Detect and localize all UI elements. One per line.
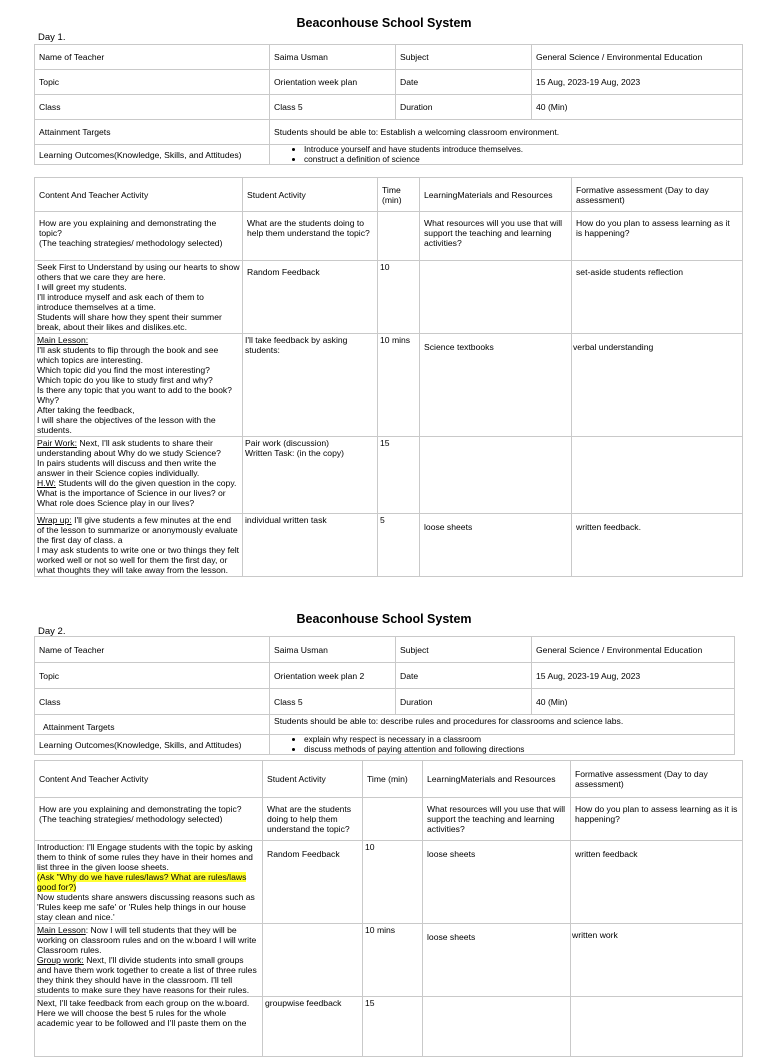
guide-cell: How do you plan to assess learning as it is happening? (571, 798, 743, 841)
teacher-value: Saima Usman (270, 45, 396, 70)
subject-label: Subject (396, 45, 532, 70)
col-header: Formative assessment (Day to day assessment) (572, 178, 743, 212)
col-header: Content And Teacher Activity (35, 178, 243, 212)
time-value: 15 (378, 437, 420, 514)
assessment: verbal understanding (572, 334, 743, 437)
col-header: Content And Teacher Activity (35, 761, 263, 798)
guide-cell: What are the students doing to help them understand the topic? (243, 212, 378, 261)
col-header: LearningMaterials and Resources (423, 761, 571, 798)
school-title: Beaconhouse School System (296, 612, 472, 626)
teacher-value: Saima Usman (270, 637, 396, 663)
outcome-item: • explain why respect is necessary in a classroom (304, 735, 730, 745)
day-label: Day 1. (38, 32, 66, 43)
materials (420, 261, 572, 334)
activity-body: Students will do the given question in the copy. What is the importance of Science in our lives? or What role does Science play in our lives? (37, 478, 237, 508)
teacher-label: Name of Teacher (35, 637, 270, 663)
info-table (34, 636, 735, 755)
guide-cell: How are you explaining and demonstrating the topic? (The teaching strategies/ methodology selected) (35, 212, 243, 261)
duration-value: 40 (Min) (532, 689, 735, 715)
day-label: Day 2. (38, 626, 66, 637)
activity-body: Next, I'll divide students into small groups and have them work together to create a list of three rules they think they should have in the classroom. I'll tell students to make sure they have reasons for their rules. (37, 955, 257, 995)
outcomes-label: Learning Outcomes(Knowledge, Skills, and Attitudes) (35, 145, 270, 165)
date-label: Date (396, 663, 532, 689)
topic-value: Orientation week plan 2 (270, 663, 396, 689)
materials: loose sheets (423, 841, 571, 924)
table-row (35, 261, 743, 334)
targets-label: Attainment Targets (35, 120, 270, 145)
activity-text: Seek First to Understand by using our hearts to show others that we care they are here. I will greet my students. I'll introduce myself and ask each of them to introduce themselves at a time. Students will share how they spent their summer break, about their likes and dislikes.etc. (35, 261, 243, 334)
activity-body: Now students share answers discussing reasons such as 'Rules keep me safe' or 'Rules help things in our house stay clean and nice.' (37, 892, 255, 922)
outcomes-list (270, 735, 735, 755)
table-row (35, 841, 743, 924)
time-value: 15 (363, 997, 423, 1057)
activity-text: Next, I'll take feedback from each group on the w.board. Here we will choose the best 5 rules for the whole academic year to be followed and I'll paste them on the (35, 997, 263, 1057)
assessment (571, 997, 743, 1057)
school-title: Beaconhouse School System (296, 16, 472, 30)
outcome-item: • Introduce yourself and have students introduce themselves. (304, 145, 738, 155)
col-header: LearningMaterials and Resources (420, 178, 572, 212)
date-value: 15 Aug, 2023-19 Aug, 2023 (532, 70, 743, 95)
topic-label: Topic (35, 70, 270, 95)
guide-cell: How are you explaining and demonstrating the topic? (The teaching strategies/ methodology selected) (35, 798, 263, 841)
materials: loose sheets (420, 514, 572, 577)
section-heading: H.W: (37, 478, 56, 488)
activity-text (35, 514, 243, 577)
student-activity: groupwise feedback (263, 997, 363, 1057)
materials (420, 437, 572, 514)
class-label: Class (35, 95, 270, 120)
activity-table (34, 177, 743, 577)
duration-value: 40 (Min) (532, 95, 743, 120)
activity-text (35, 924, 263, 997)
class-label: Class (35, 689, 270, 715)
assessment: written feedback (571, 841, 743, 924)
teacher-label: Name of Teacher (35, 45, 270, 70)
activity-table (34, 760, 743, 1057)
info-table (34, 44, 743, 165)
topic-label: Topic (35, 663, 270, 689)
date-label: Date (396, 70, 532, 95)
activity-text (35, 437, 243, 514)
section-heading: Group work: (37, 955, 84, 965)
section-heading: Pair Work: (37, 438, 77, 448)
student-activity (263, 924, 363, 997)
student-activity: I'll take feedback by asking students: (243, 334, 378, 437)
subject-value: General Science / Environmental Education (532, 45, 743, 70)
student-activity: Random Feedback (263, 841, 363, 924)
assessment (572, 437, 743, 514)
time-value: 10 (363, 841, 423, 924)
guide-cell: What are the students doing to help them understand the topic? (263, 798, 363, 841)
time-value: 10 mins (363, 924, 423, 997)
assessment: set-aside students reflection (572, 261, 743, 334)
col-header: Student Activity (243, 178, 378, 212)
activity-text (35, 841, 263, 924)
student-activity: Pair work (discussion) Written Task: (in the copy) (243, 437, 378, 514)
outcome-item: • discuss methods of paying attention and following directions (304, 745, 730, 755)
assessment: written work (571, 924, 743, 997)
assessment: written feedback. (572, 514, 743, 577)
col-header: Formative assessment (Day to day assessment) (571, 761, 743, 798)
time-value: 5 (378, 514, 420, 577)
highlighted-question: (Ask "Why do we have rules/laws? What are rules/laws good for?) (37, 872, 247, 892)
outcomes-label: Learning Outcomes(Knowledge, Skills, and Attitudes) (35, 735, 270, 755)
activity-text (35, 334, 243, 437)
table-row (35, 924, 743, 997)
materials (423, 997, 571, 1057)
materials: loose sheets (423, 924, 571, 997)
table-row (35, 997, 743, 1057)
targets-value: Students should be able to: describe rules and procedures for classrooms and science labs. (270, 715, 735, 735)
table-row (35, 334, 743, 437)
student-activity: individual written task (243, 514, 378, 577)
activity-body: I'll give students a few minutes at the end of the lesson to summarize or anonymously evaluate the first day of class. a I may ask students to write one or two things they felt worked well or not so well for them the first day, or what thoughts they will take away from the lesson. (37, 515, 240, 575)
topic-value: Orientation week plan (270, 70, 396, 95)
guide-cell: What resources will you use that will support the teaching and learning activities? (423, 798, 571, 841)
activity-body: Next, I'll ask students to share their understanding about Why do we study Science? In pairs students will discuss and then write the answer in their Science copies individually. (37, 438, 221, 478)
duration-label: Duration (396, 95, 532, 120)
student-activity: Random Feedback (243, 261, 378, 334)
targets-label: Attainment Targets (35, 715, 270, 735)
subject-label: Subject (396, 637, 532, 663)
section-heading: Main Lesson: (37, 335, 89, 345)
col-header: Student Activity (263, 761, 363, 798)
guide-cell: What resources will you use that will support the teaching and learning activities? (420, 212, 572, 261)
guide-cell (363, 798, 423, 841)
duration-label: Duration (396, 689, 532, 715)
class-value: Class 5 (270, 689, 396, 715)
date-value: 15 Aug, 2023-19 Aug, 2023 (532, 663, 735, 689)
table-row (35, 437, 743, 514)
guide-cell (378, 212, 420, 261)
time-value: 10 mins (378, 334, 420, 437)
outcomes-list (270, 145, 743, 165)
activity-intro: Introduction: I'll Engage students with the topic by asking them to think of some rules they have in their homes and list three in the given loose sheets. (37, 842, 253, 872)
targets-value: Students should be able to: Establish a welcoming classroom environment. (270, 120, 743, 145)
guide-cell: How do you plan to assess learning as it is happening? (572, 212, 743, 261)
materials: Science textbooks (420, 334, 572, 437)
activity-body: : Now I will tell students that they will be working on classroom rules and on the w.board I will write Classroom rules. (37, 925, 257, 955)
col-header: Time (min) (363, 761, 423, 798)
subject-value: General Science / Environmental Education (532, 637, 735, 663)
col-header: Time (min) (378, 178, 420, 212)
table-row (35, 514, 743, 577)
section-heading: Wrap up: (37, 515, 72, 525)
section-heading: Main Lesson (37, 925, 86, 935)
outcome-item: • construct a definition of science (304, 155, 738, 165)
class-value: Class 5 (270, 95, 396, 120)
activity-body: I'll ask students to flip through the book and see which topics are interesting. Which topic did you find the most interesting? Which topic do you like to study first and why? Is there any topic that you want to add to the book? Why? After taking the feedback, I will share the objectives of the lesson with the students. (37, 345, 232, 435)
time-value: 10 (378, 261, 420, 334)
